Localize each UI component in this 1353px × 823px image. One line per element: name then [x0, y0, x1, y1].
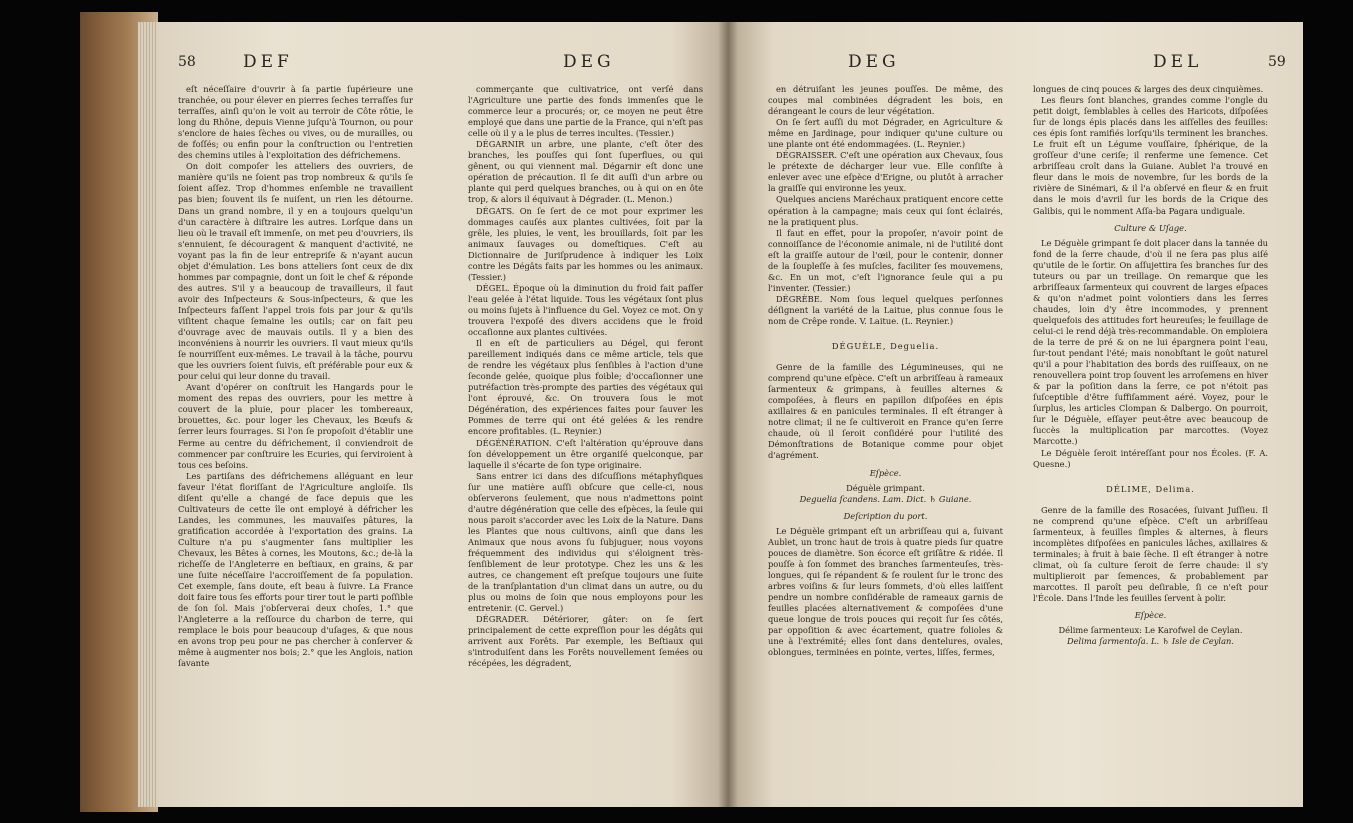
- open-book: [80, 12, 1310, 812]
- right-header-word-1: DEG: [848, 52, 900, 72]
- left-header-word-2: DEG: [563, 52, 615, 72]
- paragraph: Quelques anciens Maréchaux pratiquent encore cette opération à la campagne; mais ceux qui ſont éclairés, ne la pratiquent plus.: [768, 194, 1003, 227]
- paragraph: DÉGRAISSER. C'eſt une opération aux Chevaux, ſous le prétexte de décharger leur vue. Elle conſiſte à enlever avec une eſpèce d'Erigne, ou plutôt à arracher la graiſſe qui environne les yeux.: [768, 150, 1003, 194]
- paragraph: Le Déguèle grimpant ſe doit placer dans la tannée du fond de la ſerre chaude, d'où il ne ſera pas plus aiſé qu'utile de le ſortir. On aſſujettira ſes branches ſur des tuteurs ou par un treillage. On remarque que les arbriſſeaux ſarmenteux qui couvrent de larges eſpaces & qu'on n'admet point volontiers dans les ſerres chaudes, loin d'y être incommodes, y prennent quelquefois des attitudes fort heureuſes; le feuillage de celui-ci le rend déjà très-recommandable. On emploiera de la terre de pré & on ne lui épargnera point l'eau, ſur-tout pendant l'été; mais nonobſtant le goût naturel qu'il a pour l'habitation des bords des ruiſſeaux, on ne renouvellera point trop ſouvent les arroſemens en hiver & par la poſition dans la ſerre, ce pot n'étoit pas ſuſceptible d'être ſuffiſamment aéré. Voyez, pour le ſurplus, les articles Clompan & Dalbergo. On pourroit, ſur le Déguèle, eſſayer peut-être avec beaucoup de ſuccès la multiplication par marcottes. (Voyez Marcotte.): [1033, 237, 1268, 447]
- left-page: [158, 22, 728, 807]
- species-line: Déguèle grimpant.: [846, 482, 925, 493]
- entry-heading-delime: DÉLIME, Delima.: [1106, 483, 1195, 494]
- paragraph: longues de cinq pouces & larges des deux cinquièmes.: [1033, 84, 1264, 94]
- paragraph: Les fleurs ſont blanches, grandes comme l'ongle du petit doigt, ſemblables à celles des Haricots, diſpoſées ſur de longs épis placés dans les aiſſelles des feuilles: ces épis ſont ramifiés lorſqu'ils terminent les branches. Le fruit eſt un Légume vouſſaire, ſphérique, de la groſſeur d'une ceriſe; il renferme une ſemence. Cet arbriſſeau croît dans la Guiane. Aublet l'a trouvé en fleur dans le mois de novembre, ſur les bords de la rivière de Sinémari, & il l'a obſervé en fleur & en fruit dans le mois d'avril ſur les bords de la Crique des Galibis, qui le nomment Aſſa-ba Pagara undiguale.: [1033, 95, 1268, 216]
- section-heading-description: Deſcription du port.: [843, 510, 928, 521]
- paragraph: DÉGEL. Époque où la diminution du froid fait paſſer l'eau gelée à l'état liquide. Tous les végétaux ſont plus ou moins ſujets à l'influence du Gel. Voyez ce mot. On y trouvera l'expoſé des divers accidens que le froid occaſionne aux plantes cultivées.: [468, 282, 703, 338]
- paragraph: Le Déguèle ſeroit intéreſſant pour nos Écoles. (F. A. Quesne.): [1033, 447, 1268, 469]
- section-heading-espece: Eſpèce.: [869, 467, 902, 478]
- species-line: Delima ſarmentoſa. L. ♄ Isle de Ceylan.: [1066, 636, 1235, 647]
- paragraph: Il faut en effet, pour la propoſer, n'avoir point de connoiſſance de l'économie animale, ni de l'utilité dont eſt la graiſſe autour de l'œil, pour le contenir, donner de la ſoupleſſe à ſes muſcles, faciliter ſes mouvemens, &c. En un mot, c'eſt l'ignorance ſeule qui a pu l'inventer. (Tessier.): [768, 227, 1003, 293]
- paragraph: Genre de la famille des Légumineuses, qui ne comprend qu'une eſpèce. C'eſt un arbriſſeau à rameaux ſarmenteux & grimpans, à feuilles alternes & compoſées, à fleurs en papillon diſpoſées en épis axillaires & en panicules terminales. Il eſt étranger à notre climat; il ne ſe cultiveroit en France qu'en ſerre chaude, où il ſeroit conſidéré pour l'utilité des Démonſtrations de Botanique comme pour objet d'agrément.: [768, 362, 1003, 461]
- species-line: Deguelia ſcandens. Lam. Dict. ♄ Guiane.: [799, 493, 972, 504]
- left-header-word-1: DEF: [243, 52, 293, 72]
- section-heading-espece: Eſpèce.: [1134, 610, 1167, 621]
- book-gutter: [718, 22, 738, 807]
- left-page-number: 58: [178, 54, 196, 70]
- paragraph: eſt néceſſaire d'ouvrir à ſa partie ſupérieure une tranchée, ou pour élever en pierres ſeches terraſſes ſur terraſſes, ainſi qu'on le voit au terroir de Côte rôtie, le long du Rhône, depuis Vienne juſqu'à Tournon, ou pour s'enclore de haies ſèches ou vives, ou de murailles, ou de foſſés; ou enfin pour la conſtruction ou l'entretien des chemins utiles à l'exploitation des défrichemens.: [178, 84, 413, 161]
- paragraph: Il en eſt de particuliers au Dégel, qui feront pareillement indiqués dans ce même article, tels que de rendre les végétaux plus ſenſibles à l'action d'une ſeconde gelée, quoique plus foible; d'occaſionner une putréfaction très-prompte des parties des végétaux qui l'ont éprouvé, &c. On trouvera ſous le mot Dégénération, des expériences faites pour ſauver les Pommes de terre qui ont été gelées & les rendre encore profitables. (L. Reynier.): [468, 338, 703, 437]
- left-page-column-1: [178, 84, 413, 669]
- paragraph: Les partiſans des défrichemens alléguant en leur faveur l'état floriſſant de l'Agriculture angloiſe. Ils diſent qu'elle a changé de face depuis que les Cultivateurs de cette île ont employé à défricher les Landes, les communes, les mauvaiſes pâtures, la gratification accordée à l'exportation des grains. La Culture n'a pu s'augmenter ſans multiplier les Chevaux, les Bêtes à cornes, les Moutons, &c.; de-là la richeſſe de l'Angleterre en beſtiaux, en grains, & par une ſuite néceſſaire l'accroiſſement de ſa population. Cet exemple, ſans doute, eſt beau à ſuivre. La France doit faire tous ſes efforts pour tirer tout le parti poſſible de ſon ſol. Mais j'obſerverai deux choſes, 1.° que l'Angleterre a la reſſource du charbon de terre, qui remplace le bois pour beaucoup d'uſages, & que nous en avons trop peu pour ne pas chercher à conſerver & même à augmenter nos bois; 2.° que les Anglois, nation ſavante: [178, 470, 413, 669]
- paragraph: DÉGATS. On ſe ſert de ce mot pour exprimer les dommages cauſés aux plantes cultivées, ſoit par la grêle, les pluies, le vent, les brouillards, ſoit par les animaux ſauvages ou domeſtiques. C'eſt au Dictionnaire de Juriſprudence à indiquer les Loix contre les Dégâts faits par les hommes ou les animaux. (Tessier.): [468, 205, 703, 282]
- right-page-column-1: [768, 84, 1003, 658]
- right-page-column-2: [1033, 84, 1268, 647]
- species-line: Délime ſarmenteux: Le Karofwel de Ceylan.: [1058, 625, 1243, 636]
- right-page-number: 59: [1268, 54, 1286, 70]
- left-page-column-2: [468, 84, 703, 669]
- paragraph: Avant d'opérer on conſtruit les Hangards pour le moment des repas des ouvriers, pour les mettre à couvert de la pluie, pour placer les tombereaux, brouettes, &c. pour loger les Chevaux, les Bœufs & ſerrer leurs fourrages. Si l'on ſe propoſoit d'établir une Ferme au centre du défrichement, il conviendroit de commencer par conſtruire les Ecuries, qui ſerviroient à tous ces beſoins.: [178, 382, 413, 470]
- right-header-word-2: DEL: [1153, 52, 1203, 72]
- paragraph: commerçante que cultivatrice, ont verſé dans l'Agriculture une partie des fonds immenſes que le commerce leur a procurés; or, ce moyen ne peut être employé que dans une partie de la France, qui n'eſt pas celle où il y a le plus de terres incultes. (Tessier.): [468, 84, 703, 139]
- paragraph: DÉGRÈBE. Nom ſous lequel quelques perſonnes déſignent la variété de la Laitue, plus connue ſous le nom de Crêpe ronde. V. Laitue. (L. Reynier.): [768, 293, 1003, 326]
- left-running-head: [158, 52, 728, 74]
- paragraph: Sans entrer ici dans des diſcuſſions métaphyſiques ſur une matière auſſi obſcure que celle-ci, nous obſerverons ſeulement, que nous n'admettons point d'autre dégénération que celle des eſpèces, la ſeule qui nous paroit s'accorder avec les Loix de la Nature. Dans les Plantes que nous cultivons, ainſi que dans les Animaux que nous avons ſu ſubjuguer, nous voyons fréquemment des individus qui s'éloignent très-ſenſiblement de leur prototype. Chez les uns & les autres, ce changement eſt preſque toujours une ſuite de la tranſplantation d'un climat dans un autre, ou du plus ou moins de ſoin que nous employons pour les entretenir. (C. Gervel.): [468, 470, 703, 614]
- paragraph: DÉGÉNÉRATION. C'eſt l'altération qu'éprouve dans ſon développement un être organiſé quelconque, par laquelle il s'écarte de ſon type originaire.: [468, 437, 703, 470]
- paragraph: Genre de la famille des Rosacées, ſuivant Juſſieu. Il ne comprend qu'une eſpèce. C'eſt un arbriſſeau ſarmenteux, à feuilles ſimples & alternes, à fleurs incomplètes diſpoſées en panicules lâches, axillaires & terminales; à fruit à baie ſèche. Il eſt étranger à notre climat, où ſa culture ſeroit de ſerre chaude: il s'y multiplieroit par ſemences, & probablement par marcottes. Il paroît peu deſirable, ſi ce n'eſt pour l'École. Dans l'Inde les feuilles ſervent à polir.: [1033, 504, 1268, 604]
- paragraph: Le Déguèle grimpant eſt un arbriſſeau qui a, ſuivant Aublet, un tronc haut de trois à quatre pieds ſur quatre pouces de diamètre. Son écorce eſt griſâtre & ridée. Il pouſſe à ſon ſommet des branches ſarmenteuſes, très-longues, qui ſe répandent & ſe roulent ſur le tronc des arbres voiſins & ſur leurs ſommets, d'où elles laiſſent pendre un nombre conſidérable de rameaux garnis de feuilles placées alternativement & compoſées d'une queue longue de trois pouces qui reçoit ſur ſes côtés, par oppoſition & avec écartement, quatre folioles & une à l'extrémité; elles ſont dans dentelures, ovales, oblongues, terminées en pointe, vertes, liſſes, fermes,: [768, 525, 1003, 658]
- paragraph: DÉGARNIR un arbre, une plante, c'eſt ôter des branches, les pouſſes qui ſont ſuperflues, ou qui gênent, ou qui viennent mal. Dégarnir eſt donc une opération de précaution. Il ſe dit auſſi d'un arbre ou plante qui perd quelques branches, ou à qui on en ôte trop, & alors il équivaut à Dégrader. (L. Menon.): [468, 139, 703, 205]
- paragraph: On doit compoſer les atteliers des ouvriers, de manière qu'ils ne ſoient pas trop nombreux & qu'ils ſe ſoient aſſez. Trop d'hommes enſemble ne travaillent pas bien; ſouvent ils ſe nuiſent, un rien les détourne. Dans un grand nombre, il y en a toujours quelqu'un d'un caractère à diſtraire les autres. Lorſque dans un lieu où le travail eſt immenſe, on met peu d'ouvriers, ils s'ennuient, ſe découragent & manquent d'activité, ne voyant pas la fin de leur entrepriſe & n'ayant aucun objet d'émulation. Les bons atteliers ſont ceux de dix hommes par compagnie, dont un ſoit le chef & réponde des autres. S'il y a beaucoup de travailleurs, il faut avoir des Inſpecteurs & Sous-inſpecteurs, & que les Inſpecteurs faſſent l'appel trois fois par jour & qu'ils viſitent chaque ſemaine les outils; car on fait peu d'ouvrage avec de mauvais outils. Il y a bien des inconvéniens à nourrir les ouvriers. Il vaut mieux qu'ils ſe nourriſſent eux-mêmes. Le travail à la tâche, pourvu que les ouvriers ſoient ſuivis, eſt préférable pour eux & pour celui qui leur donne du travail.: [178, 161, 413, 382]
- section-heading-culture: Culture & Uſage.: [1114, 222, 1187, 233]
- right-running-head: [728, 52, 1303, 74]
- page-stack-edge: [138, 22, 160, 807]
- right-page: [728, 22, 1303, 807]
- entry-heading-deguele: DÉGUÈLE, Deguelia.: [831, 341, 940, 352]
- paragraph: DÉGRADER. Détériorer, gâter: on ſe ſert principalement de cette expreſſion pour les dégâts qui arrivent aux Forêts. Par exemple, les Beſtiaux qui s'introduiſent dans les Forêts nouvellement ſemées ou récépées, les dégradent,: [468, 614, 703, 669]
- paragraph: On ſe ſert auſſi du mot Dégrader, en Agriculture & même en Jardinage, pour indiquer qu'une culture ou une plante ont été endommagées. (L. Reynier.): [768, 117, 1003, 150]
- paragraph: en détruiſant les jeunes pouſſes. De même, des coupes mal combinées dégradent les bois, en dérangeant le cours de leur végétation.: [768, 84, 1003, 117]
